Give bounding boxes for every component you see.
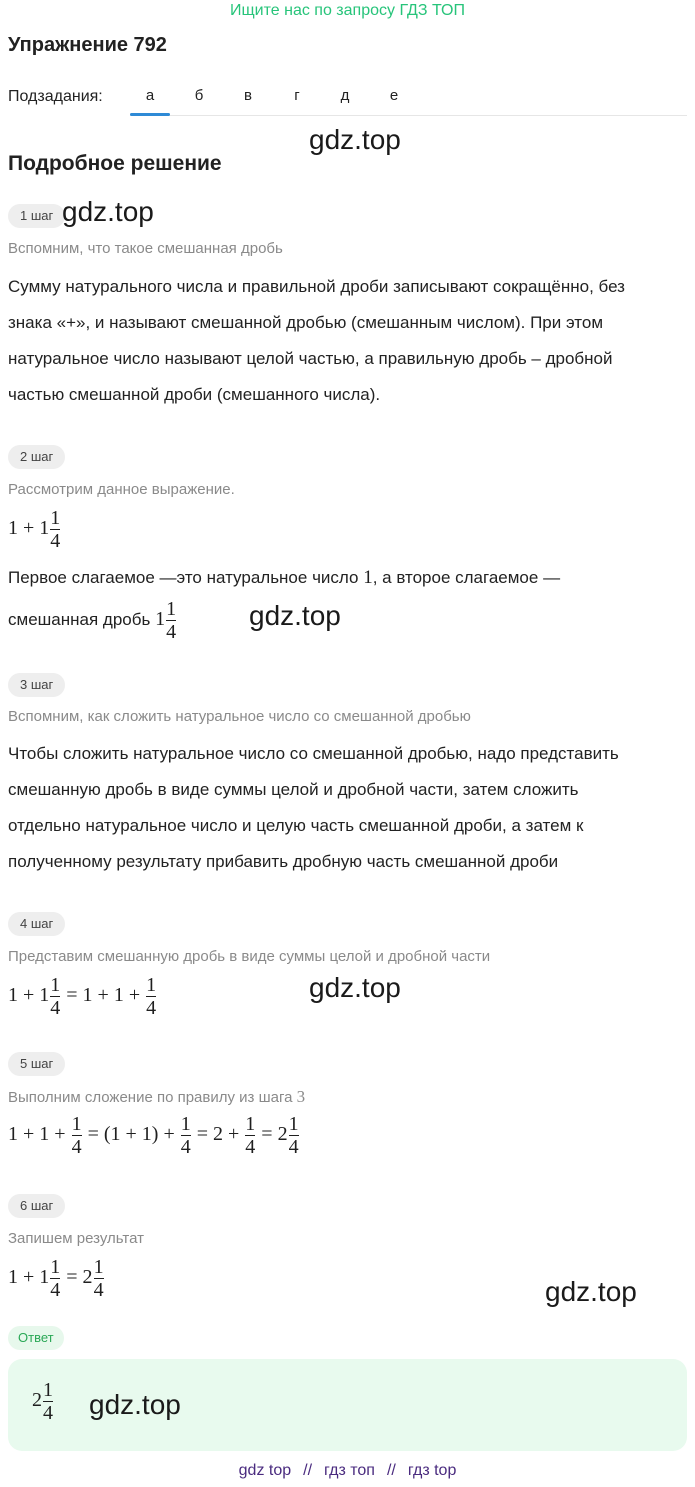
- mixed-whole: 1: [155, 608, 166, 630]
- tab-d[interactable]: д: [340, 87, 350, 104]
- tabs-divider: [130, 115, 687, 116]
- step-badge: 1 шаг: [8, 204, 65, 228]
- step-hint: Запишем результат: [8, 1230, 144, 1247]
- formula-term: 1 + 1 +: [8, 1123, 71, 1146]
- formula-expression: [8, 1256, 105, 1301]
- fraction: [72, 1113, 82, 1158]
- watermark: gdz.top: [62, 196, 154, 227]
- subtasks-label: Подзадания:: [8, 88, 103, 105]
- watermark: gdz.top: [545, 1276, 637, 1307]
- step-hint: Рассмотрим данное выражение.: [8, 481, 235, 498]
- fraction: [166, 598, 176, 643]
- section-title: Подробное решение: [8, 152, 222, 175]
- text-line: знака «+», и называют смешанной дробью (смешанным числом). При этом: [8, 313, 603, 332]
- fraction: [289, 1113, 299, 1158]
- fraction: [50, 507, 60, 552]
- text-line: полученному результату прибавить дробную часть смешанной дроби: [8, 852, 559, 871]
- fraction-denominator: 4: [166, 620, 177, 643]
- fraction-numerator: 1: [50, 974, 61, 996]
- fraction-denominator: 4: [245, 1136, 256, 1158]
- text-line: отдельно натуральное число и целую часть смешанной дроби, а затем к: [8, 816, 584, 835]
- text-line: смешанная дробь: [8, 610, 151, 629]
- fraction-denominator: 4: [146, 997, 157, 1019]
- fraction-denominator: 4: [43, 1402, 53, 1424]
- step-hint: Вспомним, как сложить натуральное число со смешанной дробью: [8, 708, 471, 725]
- step-badge: 3 шаг: [8, 673, 65, 697]
- formula-term: = 1 + 1 +: [61, 984, 146, 1007]
- fraction-numerator: 1: [43, 1379, 53, 1401]
- fraction-denominator: 4: [93, 1279, 104, 1301]
- text-line: Первое слагаемое —это натуральное число: [8, 568, 359, 587]
- footer-separator: //: [303, 1462, 313, 1479]
- step-badge: 5 шаг: [8, 1052, 65, 1076]
- formula-operator: +: [23, 517, 35, 540]
- formula-term: 1 + 1: [8, 984, 50, 1007]
- step-paragraph: [8, 269, 688, 413]
- step-paragraph: [8, 596, 688, 643]
- mixed-whole: 2: [32, 1389, 42, 1412]
- formula-term: = 2: [256, 1123, 288, 1146]
- fraction: [181, 1113, 191, 1158]
- formula-term: 1: [39, 517, 50, 540]
- step-hint: Представим смешанную дробь в виде суммы целой и дробной части: [8, 948, 491, 965]
- exercise-title: Упражнение 792: [8, 34, 167, 56]
- text-line: , а второе слагаемое —: [372, 568, 561, 587]
- inline-number: 1: [363, 567, 373, 588]
- text-line: натуральное число называют целой частью, а правильную дробь – дробной: [8, 349, 613, 368]
- step-paragraph: [8, 562, 688, 594]
- watermark: gdz.top: [89, 1389, 181, 1420]
- tab-e[interactable]: е: [389, 87, 399, 104]
- mixed-number: [155, 597, 177, 643]
- fraction-denominator: 4: [50, 997, 61, 1019]
- fraction: [146, 974, 156, 1019]
- formula-expression: [8, 507, 61, 552]
- text-line: смешанную дробь в виде суммы целой и дробной части, затем сложить: [8, 780, 579, 799]
- text-line: Чтобы сложить натуральное число со смешанной дробью, надо представить: [8, 744, 619, 763]
- fraction-numerator: 1: [166, 597, 177, 620]
- fraction-denominator: 4: [288, 1136, 299, 1158]
- watermark: gdz.top: [249, 600, 341, 631]
- fraction-denominator: 4: [180, 1136, 191, 1158]
- footer-links: [0, 1462, 695, 1480]
- fraction-numerator: 1: [50, 507, 61, 529]
- formula-term: 1 + 1: [8, 1266, 50, 1289]
- watermark: gdz.top: [309, 124, 401, 155]
- step-badge: 6 шаг: [8, 1194, 65, 1218]
- tab-g[interactable]: г: [294, 87, 300, 104]
- footer-link[interactable]: гдз топ: [324, 1462, 375, 1479]
- fraction: [94, 1256, 104, 1301]
- answer-value: [32, 1379, 54, 1424]
- step-badge: 2 шаг: [8, 445, 65, 469]
- step-badge: 4 шаг: [8, 912, 65, 936]
- fraction-numerator: 1: [180, 1113, 191, 1135]
- tab-b[interactable]: б: [194, 87, 204, 104]
- formula-term: = (1 + 1) +: [82, 1123, 180, 1146]
- step-paragraph: [8, 736, 688, 880]
- fraction-numerator: 1: [245, 1113, 256, 1135]
- fraction: [50, 1256, 60, 1301]
- formula-term: = 2 +: [191, 1123, 245, 1146]
- text-line: частью смешанной дроби (смешанного числа).: [8, 385, 381, 404]
- tab-a[interactable]: а: [145, 87, 155, 104]
- fraction-denominator: 4: [50, 1279, 61, 1301]
- footer-link[interactable]: гдз top: [407, 1462, 457, 1479]
- fraction-numerator: 1: [71, 1113, 82, 1135]
- step-hint: [8, 1087, 305, 1107]
- fraction: [43, 1379, 53, 1424]
- watermark: gdz.top: [309, 972, 401, 1003]
- fraction-denominator: 4: [71, 1136, 82, 1158]
- search-banner[interactable]: Ищите нас по запросу ГДЗ ТОП: [230, 2, 465, 19]
- fraction-numerator: 1: [93, 1256, 104, 1278]
- fraction-denominator: 4: [50, 530, 61, 552]
- active-tab-indicator: [130, 113, 170, 116]
- step-hint: Вспомним, что такое смешанная дробь: [8, 240, 283, 257]
- fraction: [245, 1113, 255, 1158]
- text-line: Сумму натурального числа и правильной дроби записывают сокращённо, без: [8, 277, 625, 296]
- footer-separator: //: [386, 1462, 396, 1479]
- hint-number: 3: [296, 1087, 306, 1106]
- answer-badge: Ответ: [8, 1326, 64, 1350]
- answer-box: [8, 1359, 687, 1451]
- formula-term: 1: [8, 517, 18, 540]
- tab-v[interactable]: в: [244, 87, 252, 104]
- fraction: [50, 974, 60, 1019]
- formula-term: = 2: [61, 1266, 93, 1289]
- fraction-numerator: 1: [146, 974, 157, 996]
- hint-text: Выполним сложение по правилу из шага: [8, 1089, 293, 1106]
- footer-link[interactable]: gdz top: [238, 1462, 292, 1479]
- fraction-numerator: 1: [50, 1256, 61, 1278]
- formula-expression: [8, 1113, 300, 1158]
- fraction-numerator: 1: [288, 1113, 299, 1135]
- formula-expression: [8, 974, 157, 1019]
